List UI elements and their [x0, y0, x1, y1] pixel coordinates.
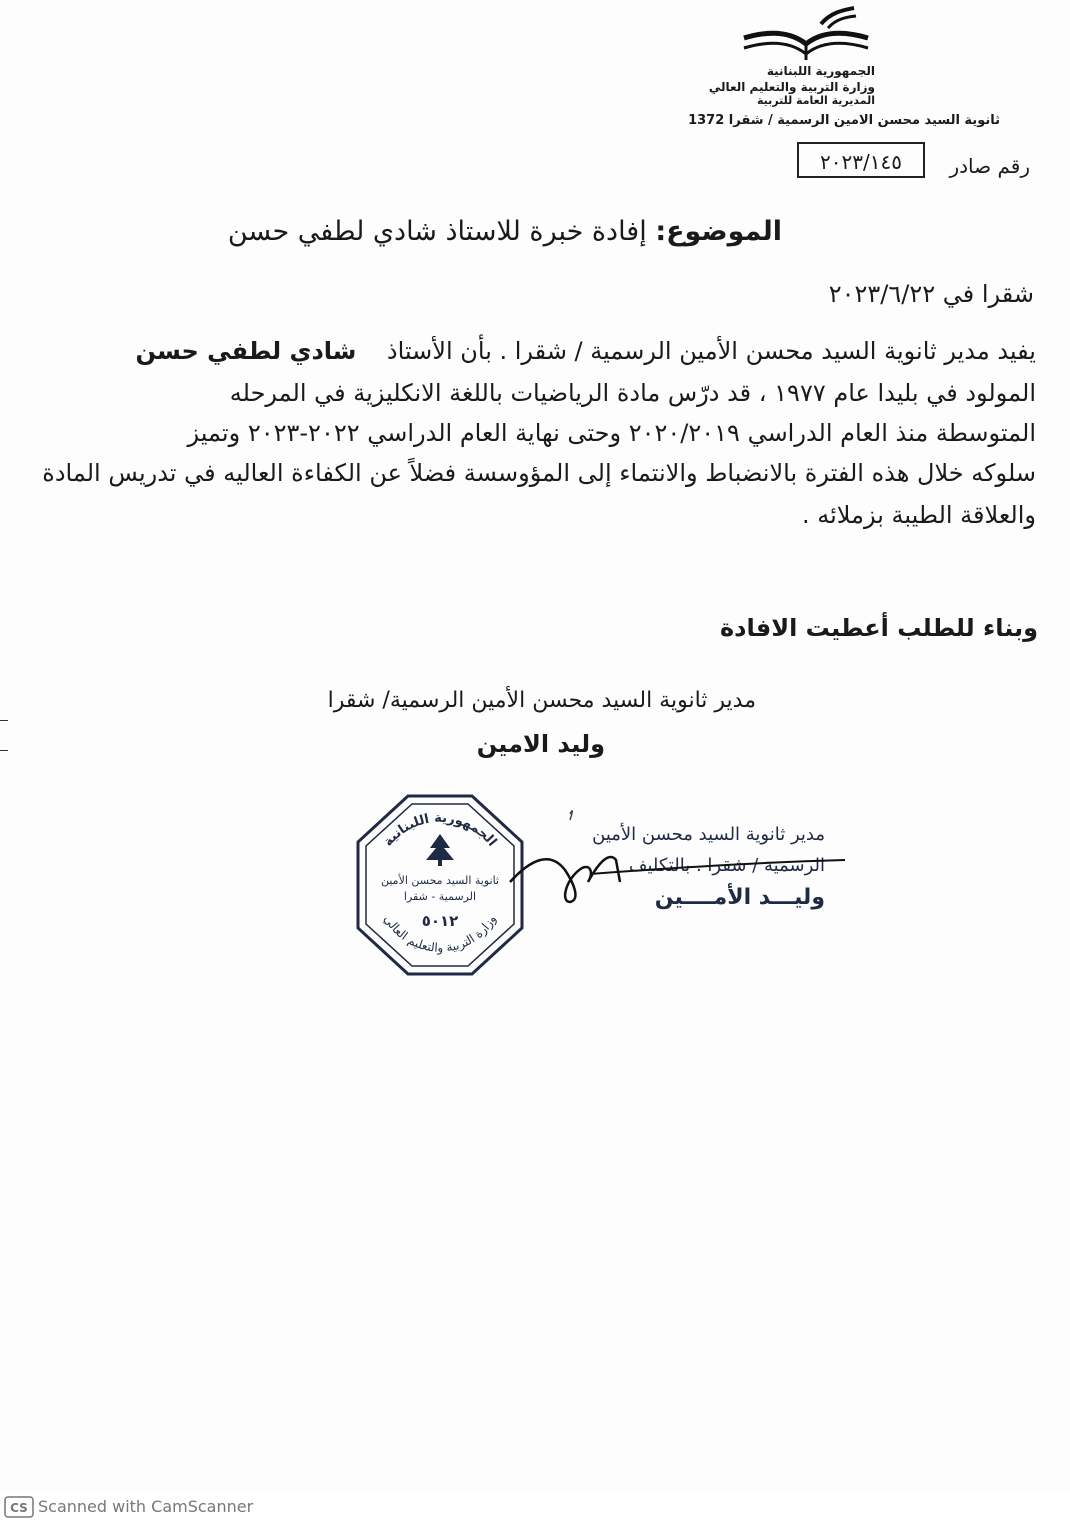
seal-top-arc: الجمهورية اللبنانية: [380, 810, 500, 850]
teacher-name: شادي لطفي حسن: [135, 337, 357, 365]
seal-school: ثانوية السيد محسن الأمين: [380, 874, 500, 887]
closing-statement: وبناء للطلب أعطيت الافادة: [720, 614, 1038, 642]
letterhead-republic: الجمهورية اللبنانية: [766, 64, 875, 78]
camscanner-icon: [4, 1496, 34, 1518]
name-stamp-line-3: وليـــد الأمــــين: [654, 885, 825, 910]
seal-bottom-arc: وزارة التربية والتعليم العالي: [381, 912, 499, 955]
body-line-4: سلوكه خلال هذه الفترة بالانضباط والانتماء إلى المؤوسسة فضلاً عن الكفاءة العاليه في تدريس المادة: [42, 459, 1036, 487]
subject-key: الموضوع:: [655, 216, 782, 247]
letterhead-ministry: وزارة التربية والتعليم العالي: [708, 80, 875, 94]
name-stamp-line-2: الرسمية / شقرا . بالتكليف: [628, 855, 825, 876]
subject-text: إفادة خبرة للاستاذ شادي لطفي حسن: [227, 216, 647, 247]
body-line-5: والعلاقة الطيبة بزملائه .: [802, 501, 1036, 529]
seal-number: ٥٠١٢: [421, 912, 459, 930]
body-line-2: المولود في بليدا عام ١٩٧٧ ، قد درّس مادة الرياضيات باللغة الانكليزية في المرحله: [229, 379, 1036, 407]
name-stamp-line-1: مدير ثانوية السيد محسن الأمين: [592, 824, 825, 845]
body-line-1-text: يفيد مدير ثانوية السيد محسن الأمين الرسمية / شقرا . بأن الأستاذ: [386, 337, 1036, 365]
body-line-1: [136, 336, 1037, 366]
letterhead-school-line: ثانوية السيد محسن الامين الرسمية / شقرا 1372: [688, 113, 1000, 128]
ministry-logo-icon: [736, 4, 876, 64]
svg-text:CS: CS: [10, 1501, 28, 1515]
signatory-title: مدير ثانوية السيد محسن الأمين الرسمية/ شقرا: [327, 688, 756, 713]
margin-tick: [0, 720, 8, 721]
letter-date: شقرا في ٢٠٢٣/٦/٢٢: [828, 280, 1034, 308]
signatory-name: وليد الامين: [476, 730, 605, 758]
subject-line: [228, 216, 782, 247]
handwritten-signature: [470, 790, 850, 920]
seal-school-2: الرسمية - شقرا: [403, 890, 477, 903]
reference-label: رقم صادر: [949, 154, 1030, 178]
letterhead-directorate: المديرية العامة للتربية: [756, 94, 875, 107]
camscanner-label: Scanned with CamScanner: [38, 1497, 254, 1516]
reference-number-box: ٢٠٢٣/١٤٥: [797, 142, 925, 178]
body-line-3: المتوسطة منذ العام الدراسي ٢٠٢٠/٢٠١٩ وحتى نهاية العام الدراسي ٢٠٢٢-٢٠٢٣ وتميز: [187, 419, 1036, 447]
margin-tick: [0, 750, 8, 751]
